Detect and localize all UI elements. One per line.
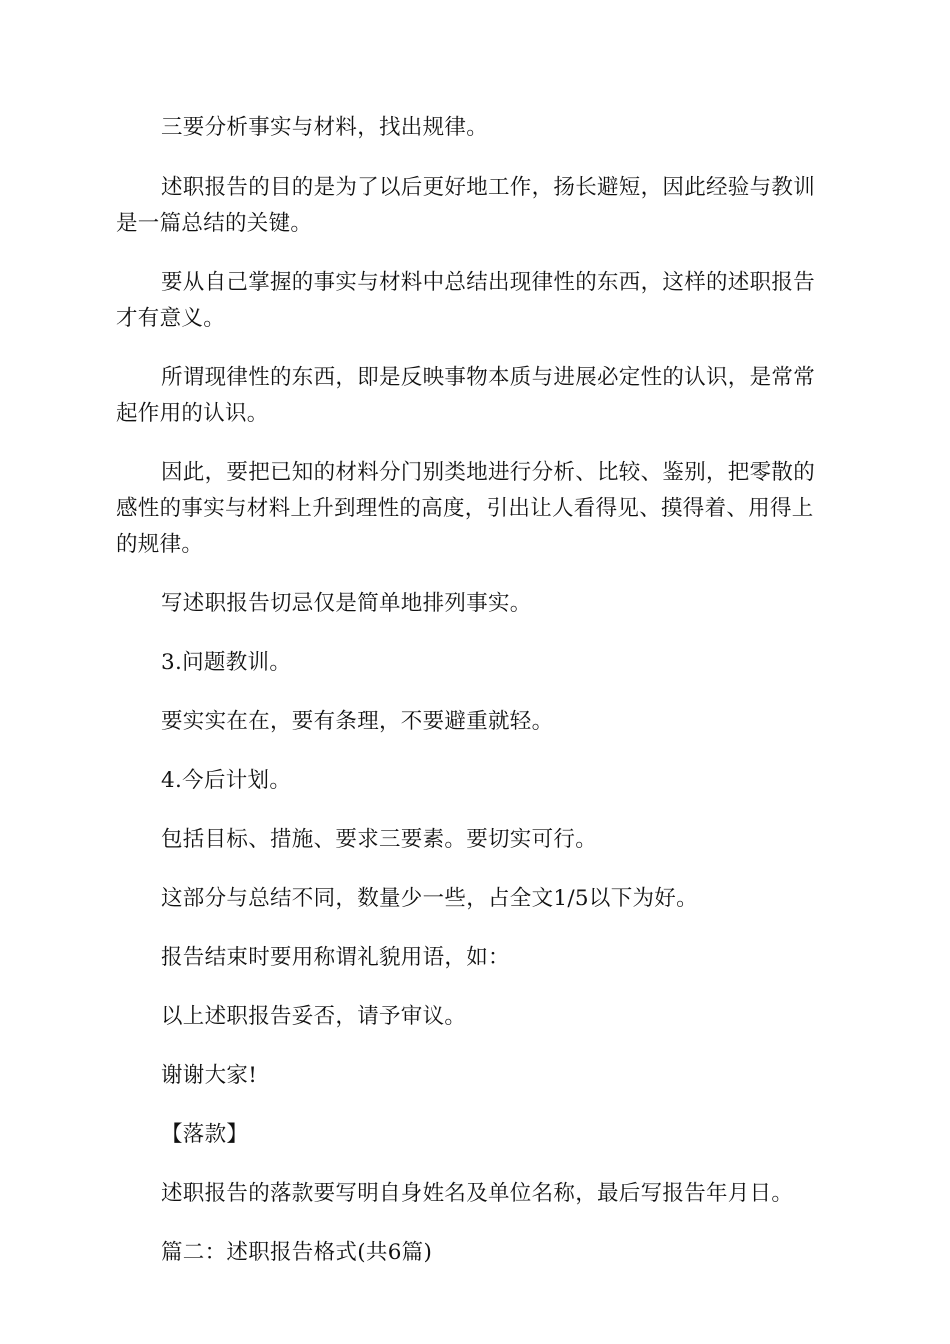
paragraph-three-elements: 包括目标、措施、要求三要素。要切实可行。 <box>161 827 598 852</box>
paragraph-summarize-patterns: 要从自己掌握的事实与材料中总结出现律性的东西，这样的述职报告才有意义。 <box>116 270 816 331</box>
paragraph-pattern-definition: 所谓现律性的东西，即是反映事物本质与进展必定性的认识，是常常起作用的认识。 <box>116 365 816 426</box>
paragraph-be-practical: 要实实在在，要有条理，不要避重就轻。 <box>161 709 554 734</box>
paragraph-analyze-facts: 三要分析事实与材料，找出规律。 <box>161 115 489 140</box>
heading-future-plans: 4.今后计划。 <box>161 768 292 793</box>
heading-problems-lessons: 3.问题教训。 <box>161 650 292 675</box>
heading-signature: 【落款】 <box>161 1122 249 1147</box>
paragraph-thanks: 谢谢大家! <box>161 1063 258 1088</box>
paragraph-length-guidance: 这部分与总结不同，数量少一些，占全文1/5以下为好。 <box>161 886 698 911</box>
paragraph-signature-rules: 述职报告的落款要写明自身姓名及单位名称，最后写报告年月日。 <box>161 1181 794 1206</box>
heading-part-two: 篇二：述职报告格式(共6篇) <box>161 1240 433 1265</box>
paragraph-closing-courtesy: 报告结束时要用称谓礼貌用语，如： <box>161 945 510 970</box>
paragraph-report-purpose: 述职报告的目的是为了以后更好地工作，扬长避短，因此经验与教训是一篇总结的关键。 <box>116 175 816 236</box>
paragraph-avoid-listing: 写述职报告切忌仅是简单地排列事实。 <box>161 591 532 616</box>
paragraph-closing-example: 以上述职报告妥否，请予审议。 <box>161 1004 467 1029</box>
document-page <box>116 110 832 1271</box>
paragraph-classify-materials: 因此，要把已知的材料分门别类地进行分析、比较、鉴别，把零散的感性的事实与材料上升到理性的高度，引出让人看得见、摸得着、用得上的规律。 <box>116 460 816 557</box>
